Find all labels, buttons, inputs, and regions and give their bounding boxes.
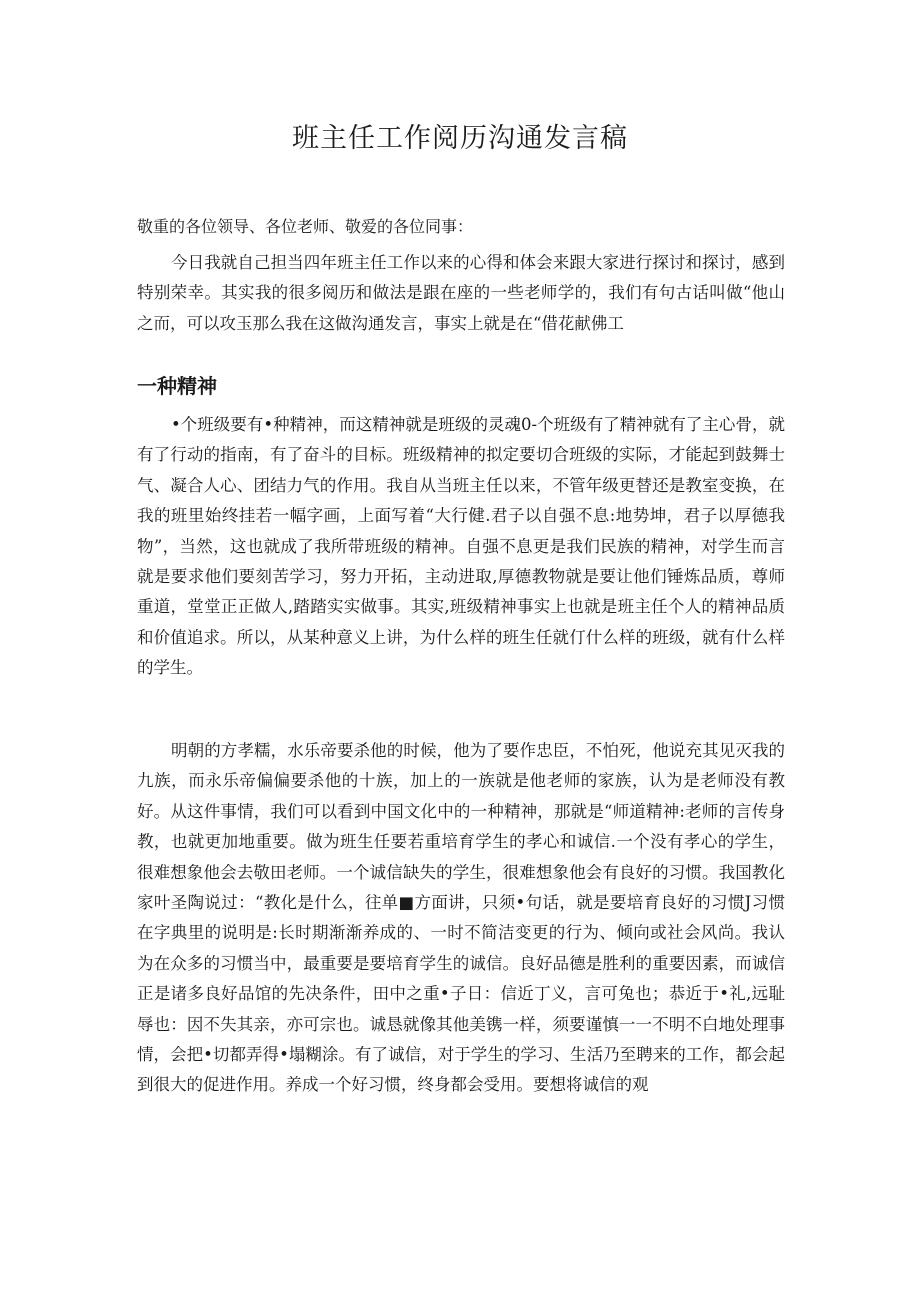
- document-title: 班主任工作阅历沟通发言稿: [292, 123, 628, 154]
- salutation: 敬重的各位领导、各位老师、敬爱的各位同事：: [137, 217, 474, 236]
- paragraph-spirit: •个班级要有•种精神，而这精神就是班级的灵魂0-个班级有了精神就有了主心骨，就有了行动的指南，有了奋斗的目标。班级精神的拟定要切合班级的实际，才能起到鼓舞士气、凝合人心、团结力气的作用。我自从当班主任以来，不管年级更替还是教室变换，在我的班里始终挂若一幅字画，上面写着“大行健.君子以自强不息:地势坤，君子以厚德我物”，当然，这也就成了我所带班级的精神。自强不息更是我们民族的精神，对学生而言就是要求他们要刻苦学习，努力开拓，主动进取,厚德教物就是要让他们锤炼品质，尊师重道，堂堂正正做人,踏踏实实做事。其实,班级精神事实上也就是班主任个人的精神品质和价值追求。所以，从某种意义上讲，为什么样的班生任就仃什么样的班级，就有什么样的学生。: [137, 415, 785, 678]
- paragraph-intro: 今日我就自己担当四年班主任工作以来的心得和体会来跟大家进行探讨和探讨，感到特别荣幸。其实我的很多阅历和做法是跟在座的一些老师学的，我们有句古话叫做“他山之而，可以攻玉那么我在这做沟通发言，事实上就是在“借花献佛工: [137, 253, 785, 333]
- paragraph-story: 明朝的方孝糯，水乐帝要杀他的时候，他为了要作忠臣，不怕死，他说充其见灭我的九族，而永乐帝偏偏要杀他的十族，加上的一族就是他老师的家族，认为是老师没有教好。从这件事情，我们可以看到中国文化中的一种精神，那就是“师道精神:老师的言传身教，也就更加地重要。做为班生任要若重培育学生的孝心和诚信.一个没有孝心的学生，很难想象他会去敬田老师。一个诚信缺失的学生，很难想象他会有良好的习惯。我国教化家叶圣陶说过：“教化是什么，往单■方面讲，只须•句话，就是要培育良好的习惯J习惯在字典里的说明是:长时期渐渐养成的、一时不简洁变更的行为、倾向或社会风尚。我认为在众多的习惯当中，最重要是要培育学生的诚信。良好品德是胜利的重要因素，而诚信正是诸多良好品馆的先决条件，田中之重•子日：信近丁义，言可兔也；恭近于•礼,远耻辱也：因不失其亲，亦可宗也。诚恳就像其他美镌一样，须要谨慎一一不明不白地处理事情，会把•切都弄得•塌糊涂。有了诚信，对于学生的学习、生活乃至聘来的工作，都会起到很大的促进作用。养成一个好习惯，终身都会受用。要想将诚信的观: [137, 741, 785, 1095]
- section-heading: 一种精神: [137, 374, 217, 398]
